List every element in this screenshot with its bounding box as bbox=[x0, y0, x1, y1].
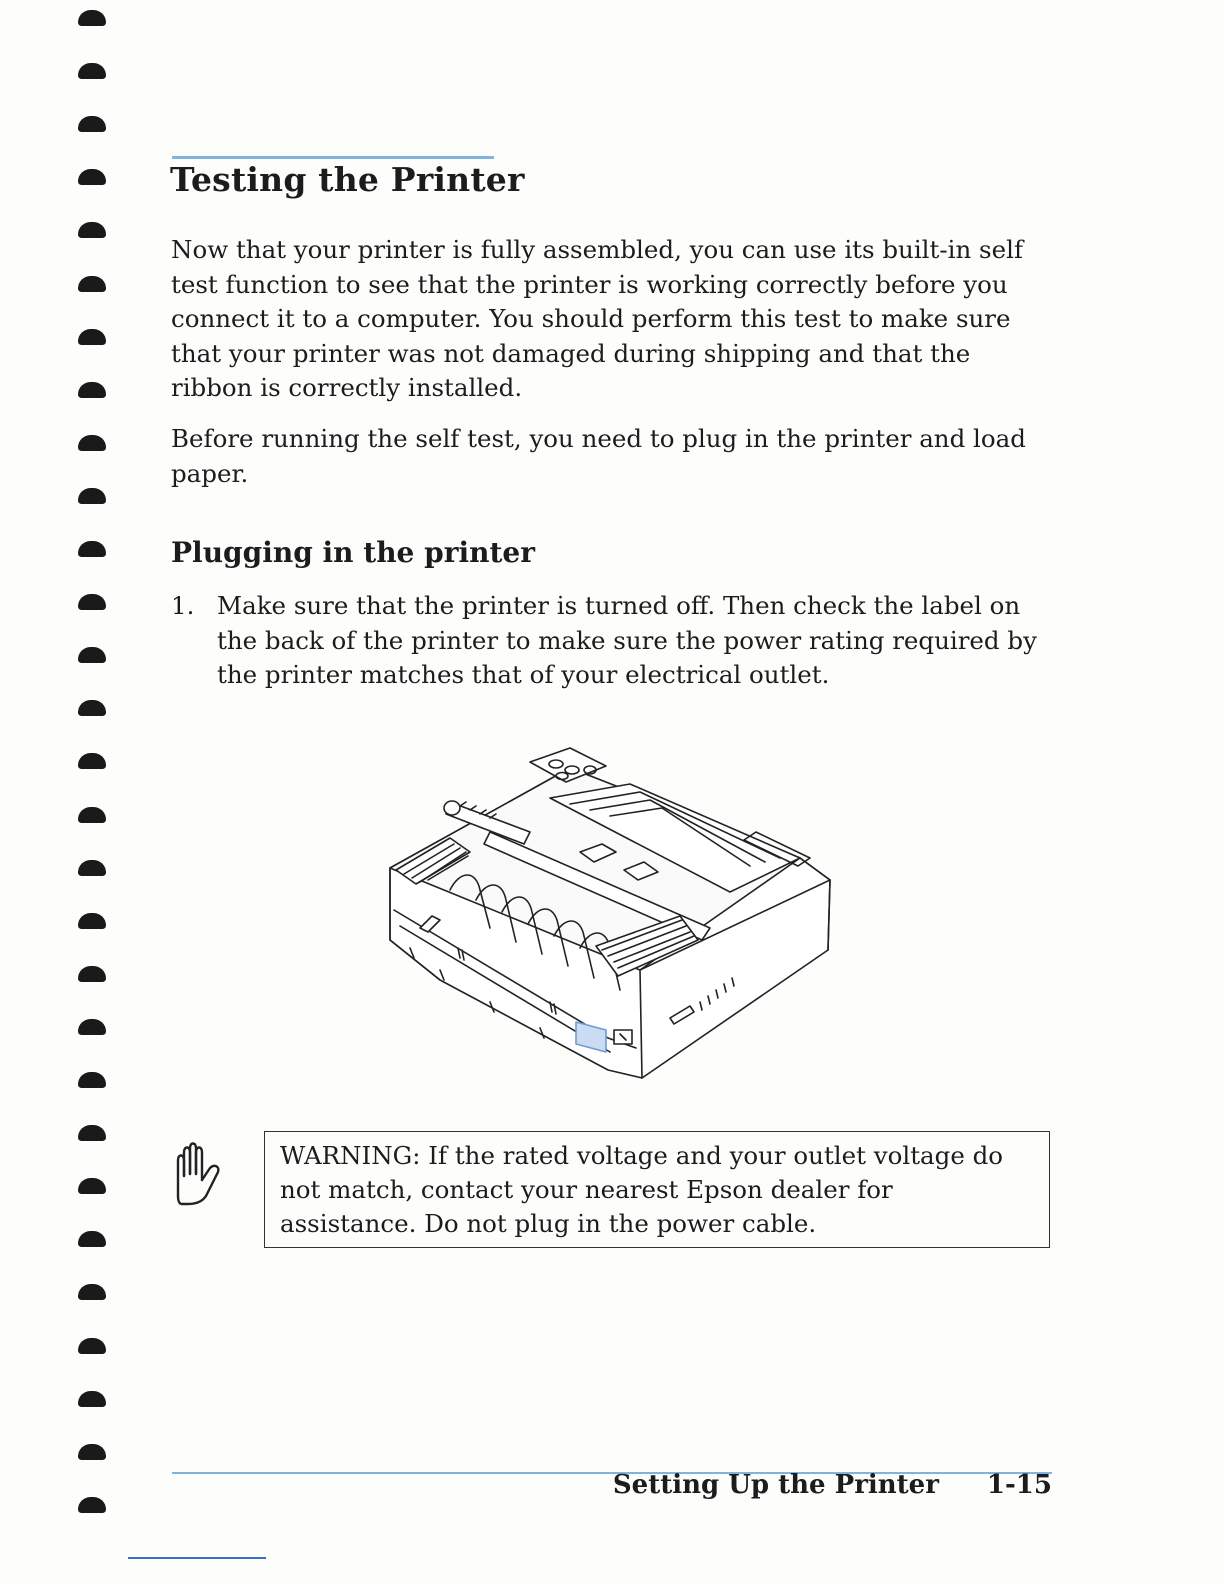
binding-hole bbox=[78, 1444, 106, 1460]
scan-edge-line bbox=[128, 1557, 266, 1559]
footer-chapter-title: Setting Up the Printer bbox=[612, 1470, 939, 1500]
dot-matrix-printer-icon bbox=[380, 740, 840, 1085]
binding-hole bbox=[78, 1019, 106, 1035]
binding-hole bbox=[78, 10, 106, 26]
binding-hole bbox=[78, 541, 106, 557]
binding-hole bbox=[78, 1391, 106, 1407]
binding-hole bbox=[78, 1231, 106, 1247]
step-number: 1. bbox=[171, 591, 195, 620]
binding-hole bbox=[78, 807, 106, 823]
binding-hole bbox=[78, 1178, 106, 1194]
binding-hole bbox=[78, 1497, 106, 1513]
page-footer bbox=[613, 1470, 1052, 1500]
binding-hole bbox=[78, 116, 106, 132]
warning-label: WARNING: bbox=[280, 1141, 421, 1170]
binding-hole bbox=[78, 63, 106, 79]
subsection-title: Plugging in the printer bbox=[171, 536, 535, 569]
binding-hole bbox=[78, 966, 106, 982]
raised-hand-icon bbox=[172, 1138, 238, 1208]
title-rule bbox=[172, 156, 494, 159]
binding-hole bbox=[78, 329, 106, 345]
step-text: Make sure that the printer is turned off. Then check the label on the back of the printer to make sure the power rating required by the printer matches that of your electrical outlet. bbox=[217, 591, 1037, 689]
binding-holes bbox=[78, 0, 118, 1584]
binding-hole bbox=[78, 276, 106, 292]
binding-hole bbox=[78, 647, 106, 663]
page-number: 1-15 bbox=[986, 1470, 1052, 1500]
binding-hole bbox=[78, 488, 106, 504]
binding-hole bbox=[78, 382, 106, 398]
binding-hole bbox=[78, 222, 106, 238]
binding-hole bbox=[78, 860, 106, 876]
binding-hole bbox=[78, 594, 106, 610]
intro-paragraph-1: Now that your printer is fully assembled, you can use its built-in self test function to see that the printer is working correctly before you connect it to a computer. You should perform this test to make sure that your printer was not damaged during shipping and that the ribbon is correctly installed. bbox=[171, 235, 1024, 402]
binding-hole bbox=[78, 753, 106, 769]
section-title: Testing the Printer bbox=[170, 160, 525, 199]
binding-hole bbox=[78, 913, 106, 929]
binding-hole bbox=[78, 169, 106, 185]
binding-hole bbox=[78, 1338, 106, 1354]
intro-paragraph-2: Before running the self test, you need to plug in the printer and load paper. bbox=[171, 424, 1026, 488]
binding-hole bbox=[78, 1072, 106, 1088]
binding-hole bbox=[78, 1284, 106, 1300]
binding-hole bbox=[78, 1125, 106, 1141]
binding-hole bbox=[78, 435, 106, 451]
warning-text: If the rated voltage and your outlet voltage do not match, contact your nearest Epson dealer for assistance. Do not plug in the power cable. bbox=[280, 1141, 1004, 1238]
warning-box bbox=[264, 1131, 1050, 1248]
binding-hole bbox=[78, 700, 106, 716]
